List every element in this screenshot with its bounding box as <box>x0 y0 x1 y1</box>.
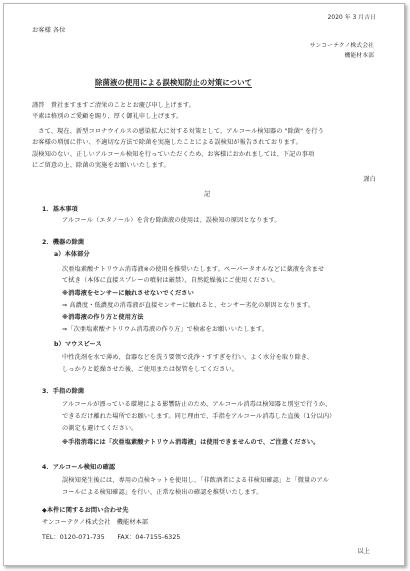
document-page <box>3 3 405 566</box>
greeting-line: 平素は格別のご愛顧を賜り、厚く御礼申し上げます。 <box>32 113 183 120</box>
greeting-line: 謹啓 貴社ますますご清栄のこととお慶び申し上げます。 <box>32 102 195 109</box>
ki-mark: 記 <box>204 191 211 198</box>
section-2-heading: 2．機器の除菌 <box>42 239 85 246</box>
greeting-line: お客様の増加に伴い、不適切な方法で除菌を実施したことによる誤検知が報告されております。 <box>32 139 302 146</box>
section-3-body-line: できるだけ離れた場所でお願いします。同じ理由で、手指をアルコール消毒した直後（1分以内） <box>62 413 336 420</box>
section-3-body-line: アルコールが漂っている環境による影響防止のため、アルコール消毒は検知器と別室で行うか、 <box>62 401 332 408</box>
section-2a-body-line: て拭き（本体に直接スプレーの噴射は厳禁）、自然乾燥後にご使用ください。 <box>62 277 279 284</box>
addressee: お客様 各位 <box>32 27 66 34</box>
greeting-line: 誤検知のない、正しいアルコール検知を行っていただくため、お客様におかれましては、下記の事項 <box>32 151 315 158</box>
section-2b-body-line: 中性洗剤を水で薄め、食器などを洗う要領で洗浄・すすぎを行い、よく水分を取り除き、 <box>62 354 314 361</box>
notice-document <box>4 4 404 565</box>
section-2b-body-line: しっかりと乾燥させた後、ご使用または保管をしてください。 <box>62 366 239 373</box>
sender-company: サンコーテクノ株式会社 <box>309 43 374 49</box>
section-3-body-line: の測定も避けてください。 <box>62 425 138 432</box>
section-2b-heading: b）マウスピース <box>54 341 102 348</box>
warning-sensor-heading: ※消毒液をセンサーに触れさせないでください <box>62 290 194 297</box>
section-3-note: ※手指消毒には「次亜塩素酸ナトリウム消毒液」は使用できませんので、ご注意ください。 <box>62 439 320 446</box>
disinfectant-howto-heading: ※消毒液の作り方と使用方法 <box>62 314 144 321</box>
section-1-body: アルコール（エタノール）を含む除菌液の使用は、誤検知の原因となります。 <box>62 217 281 224</box>
section-4-body-line: 誤検知発生後には、専用の点検キットを使用し、「非飲酒者による非検知確認」と「微量のアル <box>62 477 329 484</box>
section-2a-heading: a）本体部分 <box>54 251 90 258</box>
contact-company: サンコーテクノ株式会社 機能材本部 <box>42 519 149 526</box>
section-4-heading: 4．アルコール検知の確認 <box>42 464 116 471</box>
ijou-mark: 以上 <box>357 548 370 555</box>
closing-keigu: 謹白 <box>363 176 376 183</box>
section-2a-body-line: 次亜塩素酸ナトリウム消毒液※の使用を推奨いたします。ペーパータオルなどに薬液を含ませ <box>62 266 325 273</box>
contact-heading: ◆本件に関するお問い合わせ先 <box>42 507 129 514</box>
document-title: 除菌液の使用による誤検知防止の対策について <box>95 78 253 87</box>
greeting-line: にご留意の上、除菌の実施をお願いいたします。 <box>32 162 170 169</box>
sender-dept: 機能材本部 <box>344 53 374 59</box>
warning-sensor-body: ⇒ 高濃度・低濃度の消毒液が直接センサーに触れると、センサー劣化の原因となります。 <box>62 302 315 309</box>
date: 2020 年 3 月吉日 <box>327 15 376 21</box>
greeting-line: さて、現在、新型コロナウイルスの感染拡大に対する対策として、アルコール検知器の "除菌" を行う <box>32 128 324 135</box>
section-3-heading: 3．手指の除菌 <box>42 388 85 395</box>
section-1-heading: 1．基本事項 <box>42 206 78 213</box>
disinfectant-howto-body: ⇒「次亜塩素酸ナトリウム消毒液の作り方」で検索をお願いいたします。 <box>62 326 268 333</box>
contact-tel-fax: TEL：0120-071-735 FAX：04-7155-6325 <box>42 534 181 541</box>
section-4-body-line: コールによる検知確認」を行い、正常な検出の確認を推奨いたします。 <box>62 489 263 496</box>
